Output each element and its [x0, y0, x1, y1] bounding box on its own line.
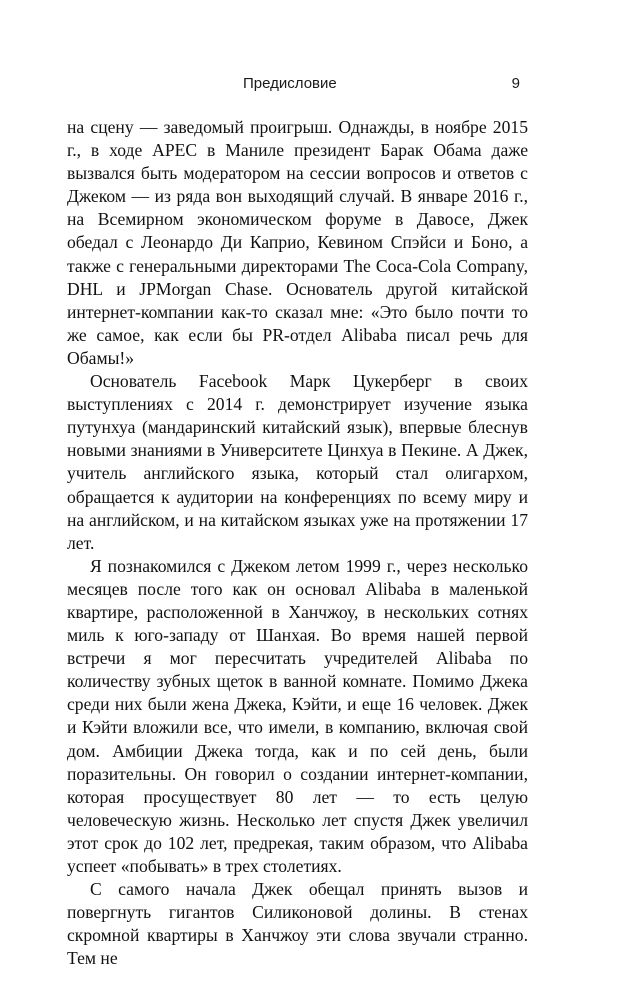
paragraph: С самого начала Джек обещал принять вызов и повергнуть гигантов Силиконовой долины. В стенах скромной квартиры в Ханчжоу эти слова звучали странно. Тем не — [67, 879, 528, 969]
section-title: Предисловие — [243, 75, 337, 92]
paragraph-continued: на сцену — заведомый проигрыш. Однажды, в ноябре 2015 г., в ходе APEC в Маниле президент Барак Обама даже вызвался быть модератором на сессии вопросов и ответов с Джеком — из ряда вон выходящий случай. В январе 2016 г., на Всемирном экономическом форуме в Давосе, Джек обедал с Леонардо Ди Каприо, Кевином Спэйси и Боно, а также с генеральными директорами The Coca-Cola Company, DHL и JPMorgan Chase. Основатель другой китайской интернет-компании как-то сказал мне: «Это было почти то же самое, как если бы PR-отдел Alibaba писал речь для Обамы!» — [67, 117, 528, 368]
page-number: 9 — [511, 75, 520, 92]
body-text — [67, 116, 528, 970]
paragraph: Основатель Facebook Марк Цукерберг в своих выступлениях с 2014 г. демонстрирует изучение языка путунхуа (мандаринский китайский язык), впервые блеснув новыми знаниями в Университете Цинхуа в Пекине. А Джек, учитель английского языка, который стал олигархом, обращается к аудитории на конференциях по всему миру и на английском, и на китайском языках уже на протяжении 17 лет. — [67, 371, 528, 553]
paragraph: Я познакомился с Джеком летом 1999 г., через несколько месяцев после того как он основал Alibaba в маленькой квартире, расположенной в Ханчжоу, в нескольких сотнях миль к юго-западу от Шанхая. Во время нашей первой встречи я мог пересчитать учредителей Alibaba по количеству зубных щеток в ванной комнате. Помимо Джека среди них были жена Джека, Кэйти, и еще 16 человек. Джек и Кэйти вложили все, что имели, в компанию, включая свой дом. Амбиции Джека тогда, как и по сей день, были поразительны. Он говорил о создании интернет-компании, которая просуществует 80 лет — то есть целую человеческую жизнь. Несколько лет спустя Джек увеличил этот срок до 102 лет, предрекая, таким образом, что Alibaba успеет «побывать» в трех столетиях. — [67, 555, 528, 876]
